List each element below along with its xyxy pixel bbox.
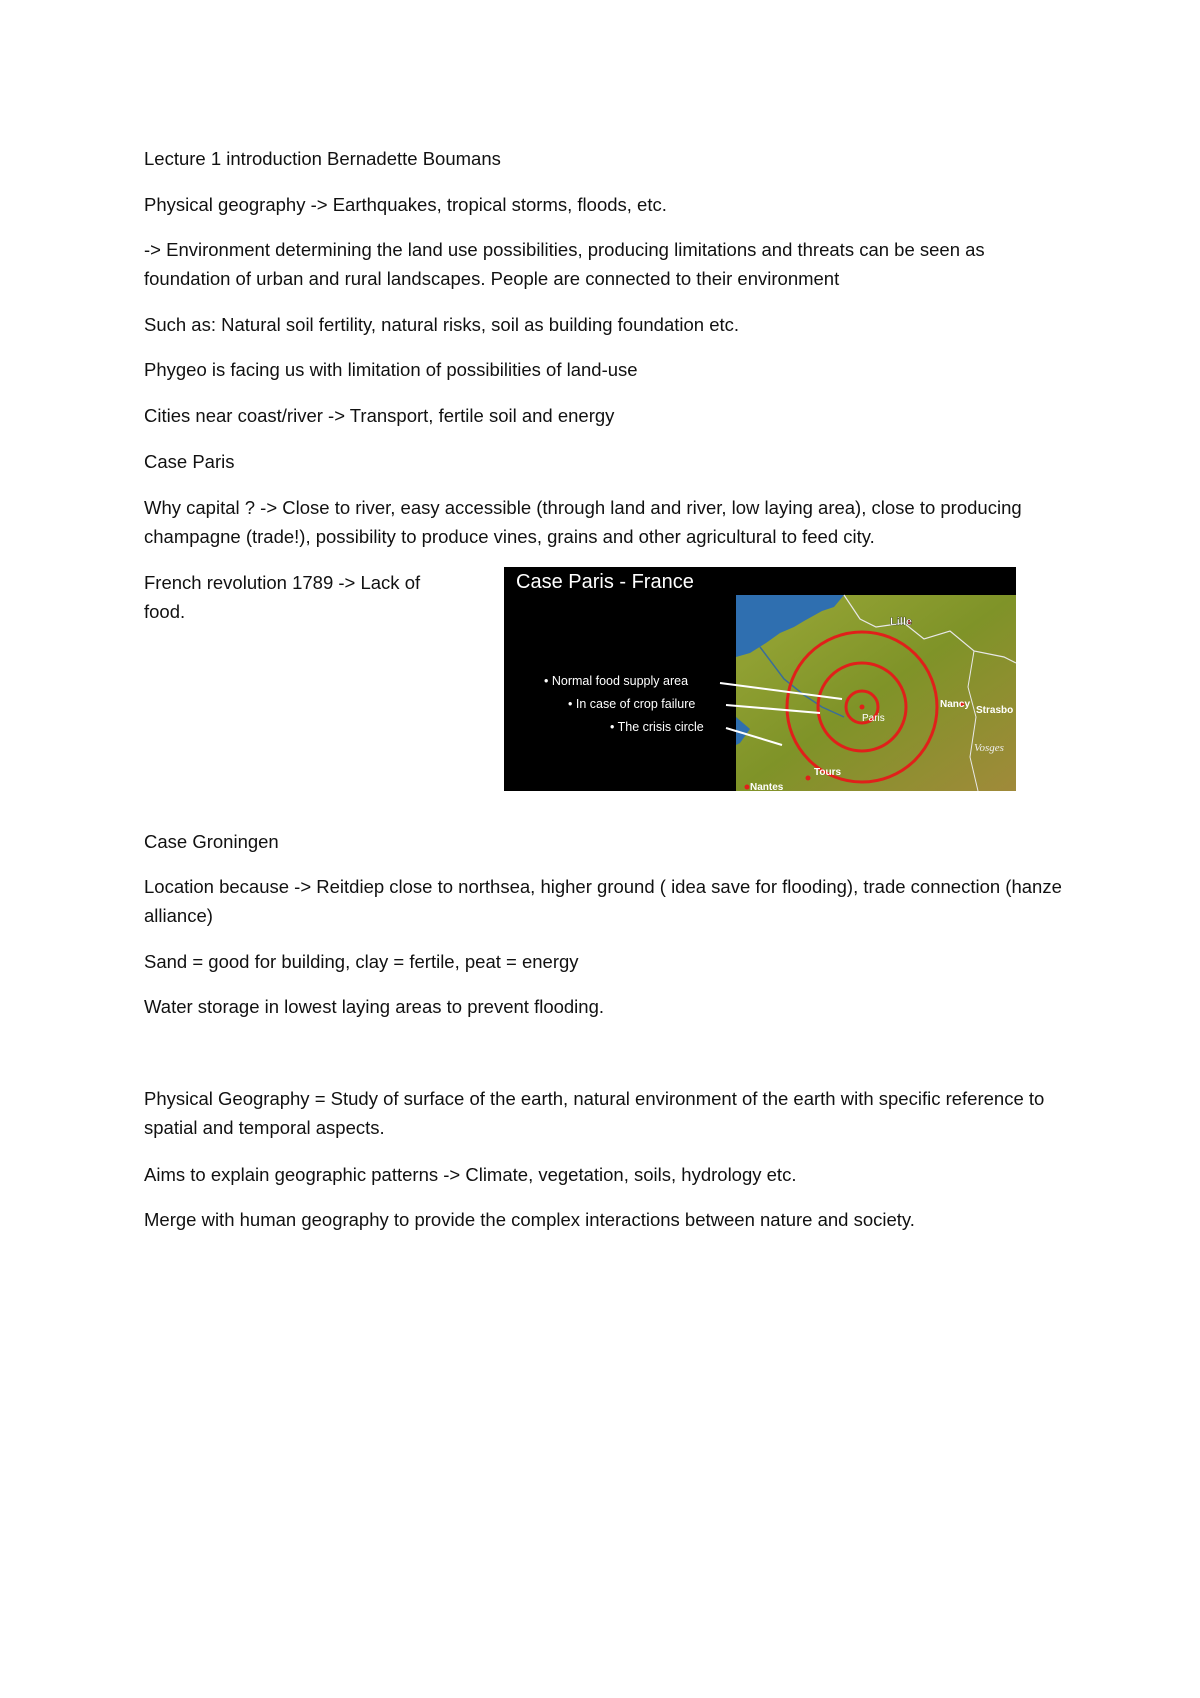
- figure-bullet: • In case of crop failure: [568, 697, 696, 711]
- paragraph: Cities near coast/river -> Transport, fertile soil and energy: [144, 405, 615, 426]
- paragraph: Physical Geography = Study of surface of the earth, natural environment of the earth with specific reference to spatial and temporal aspects.: [144, 1088, 1045, 1138]
- figure-bullet: • Normal food supply area: [544, 674, 689, 688]
- city-label: Paris: [862, 713, 885, 724]
- paragraph: Sand = good for building, clay = fertile, peat = energy: [144, 951, 579, 972]
- lecture-title: Lecture 1 introduction Bernadette Boumans: [144, 148, 501, 169]
- paragraph: Phygeo is facing us with limitation of possibilities of land-use: [144, 359, 638, 380]
- figure-bullet: • The crisis circle: [610, 720, 704, 734]
- paris-map-svg: [504, 567, 1016, 791]
- section-heading-paris: Case Paris: [144, 451, 235, 472]
- figure-title: Case Paris - France: [516, 571, 694, 593]
- paragraph: -> Environment determining the land use possibilities, producing limitations and threats can be seen as foundation of urban and rural landscapes. People are connected to their environment: [144, 239, 985, 289]
- paragraph: Physical geography -> Earthquakes, tropical storms, floods, etc.: [144, 194, 667, 215]
- region-label: Vosges: [974, 742, 1004, 754]
- city-dot: [745, 785, 750, 790]
- paragraph: Merge with human geography to provide the complex interactions between nature and society.: [144, 1209, 915, 1230]
- paragraph: Such as: Natural soil fertility, natural risks, soil as building foundation etc.: [144, 314, 740, 335]
- paragraph: Water storage in lowest laying areas to prevent flooding.: [144, 996, 605, 1017]
- city-dot: [806, 776, 811, 781]
- paragraph: Why capital ? -> Close to river, easy accessible (through land and river, low laying area), close to producing champagne (trade!), possibility to produce vines, grains and other agricultural to feed city.: [144, 497, 1022, 547]
- section-heading-groningen: Case Groningen: [144, 831, 279, 852]
- city-label: Strasbo: [976, 705, 1014, 716]
- paragraph: Location because -> Reitdiep close to northsea, higher ground ( idea save for flooding), trade connection (hanze alliance): [144, 876, 1062, 926]
- paragraph: French revolution 1789 -> Lack of food.: [144, 572, 421, 622]
- case-paris-map-figure: [504, 567, 1016, 791]
- city-label: Nancy: [940, 699, 971, 710]
- city-label: Lille: [890, 616, 913, 628]
- paragraph: Aims to explain geographic patterns -> Climate, vegetation, soils, hydrology etc.: [144, 1164, 797, 1185]
- city-label: Tours: [814, 767, 842, 778]
- city-label: Nantes: [750, 782, 784, 791]
- city-dot: [860, 705, 865, 710]
